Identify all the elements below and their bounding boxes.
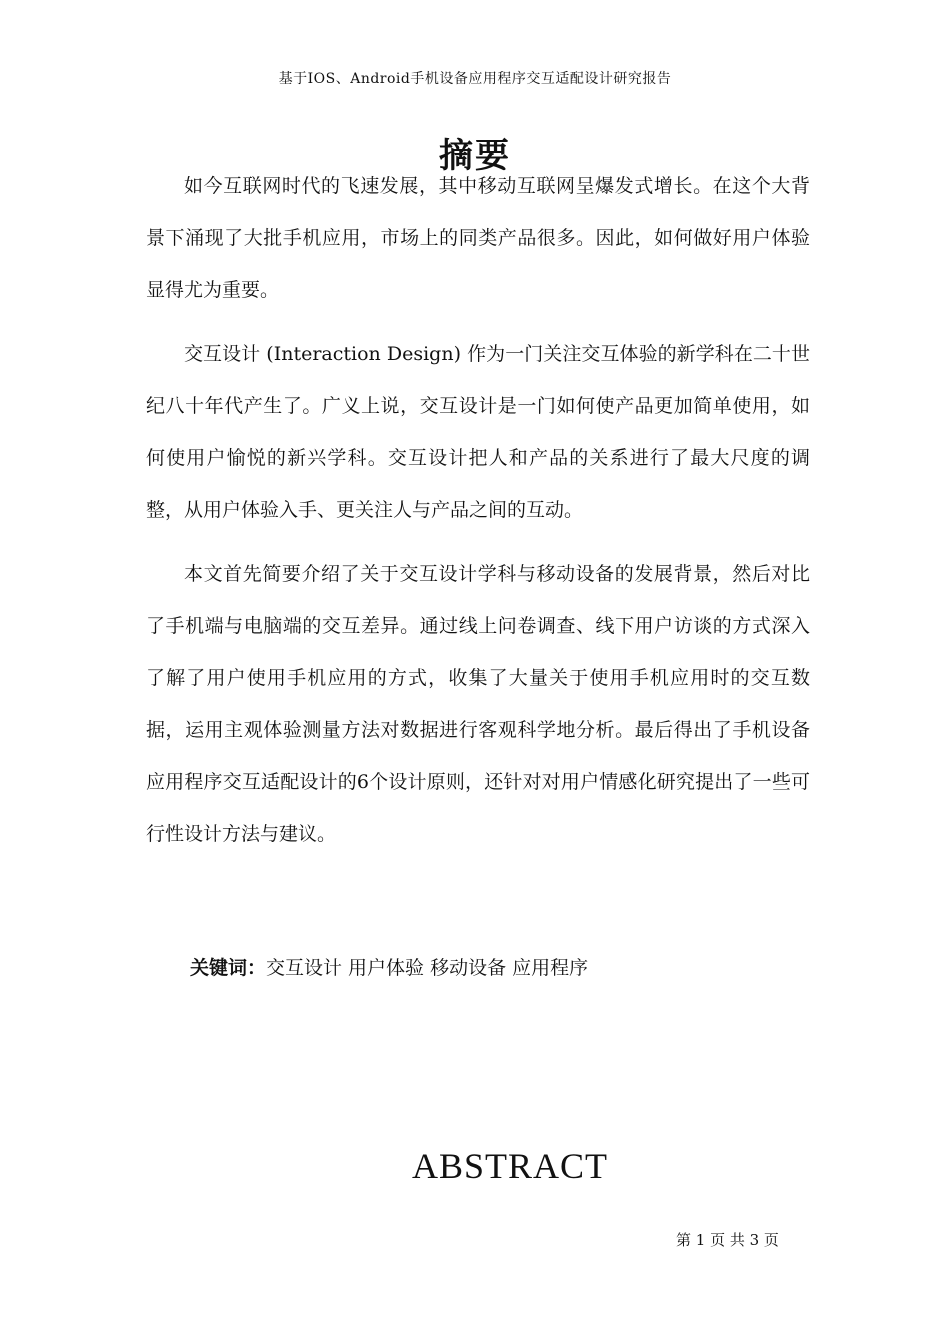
keywords-label: 关键词：	[190, 957, 267, 979]
abstract-heading: ABSTRACT	[411, 1146, 609, 1186]
paragraph-2: 交互设计 (Interaction Design) 作为一门关注交互体验的新学科在二十世纪八十年代产生了。广义上说，交互设计是一门如何使产品更加简单使用，如何使用户愉悦的新兴学科。交互设计把人和产品的关系进行了最大尺度的调整，从用户体验入手、更关注人与产品之间的互动。	[146, 343, 810, 521]
page-title: 摘要	[439, 136, 511, 176]
abstract-body	[146, 160, 810, 860]
paragraph-1: 如今互联网时代的飞速发展，其中移动互联网呈爆发式增长。在这个大背景下涌现了大批手机应用，市场上的同类产品很多。因此，如何做好用户体验显得尤为重要。	[146, 175, 810, 301]
running-header: 基于IOS、Android手机设备应用程序交互适配设计研究报告	[278, 71, 672, 87]
paragraph-3: 本文首先简要介绍了关于交互设计学科与移动设备的发展背景，然后对比了手机端与电脑端的交互差异。通过线上问卷调查、线下用户访谈的方式深入了解了用户使用手机应用的方式，收集了大量关于使用手机应用时的交互数据，运用主观体验测量方法对数据进行客观科学地分析。最后得出了手机设备应用程序交互适配设计的6个设计原则，还针对对用户情感化研究提出了一些可行性设计方法与建议。	[146, 563, 810, 845]
keywords-line	[190, 950, 588, 986]
page-footer: 第 1 页 共 3 页	[676, 1231, 779, 1249]
keywords-value: 交互设计 用户体验 移动设备 应用程序	[266, 957, 589, 979]
